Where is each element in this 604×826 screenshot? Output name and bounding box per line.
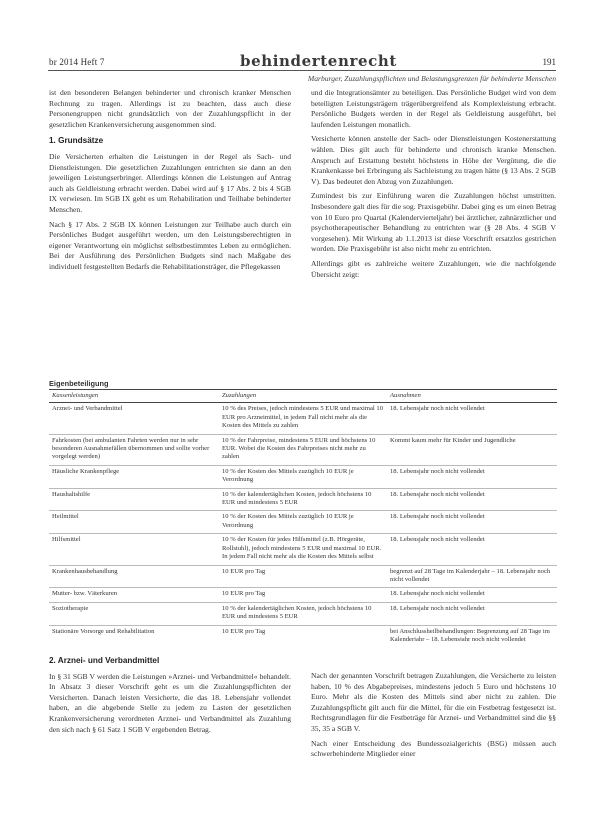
copayment-cell: 10 % der Kosten für jedes Hilfsmittel (z.B. Hörgeräte, Rollstuhl), jedoch mindestens 5 EUR und maximal 10 EUR. In jedem Fall nicht mehr als die Kosten des Mittels selbst <box>219 534 387 565</box>
section1-right-paragraph-3: Allerdings gibt es zahlreiche weitere Zuzahlungen, wie die nachfolgende Übersicht zeigt: <box>311 258 556 279</box>
left-column-top <box>49 88 291 366</box>
table-header-row <box>49 390 557 403</box>
copayment-cell: 10 EUR pro Tag <box>219 588 387 602</box>
section2-right-paragraph-1: Nach der genannten Vorschrift betragen Zuzahlungen, die Versicherte zu leisten haben, 10 % des Abgabepreises, mindestens jedoch 5 Euro und höchstens 10 Euro. Mehr als die Kosten des Mittels sind aber nicht zu zahlen. Die Zuzahlungspflicht gilt auch für die Mittel, für die ein Festbetrag festgesetzt ist. Rechtsgrundlagen für die Festbeträge für Arznei- und Verbandmittel sind die §§ 35, 35 a SGB V. <box>311 671 556 733</box>
table-row <box>49 465 557 488</box>
benefit-cell: Hilfsmittel <box>49 534 219 565</box>
table-row <box>49 403 557 434</box>
benefit-cell: Stationäre Vorsorge und Rehabilitation <box>49 625 219 641</box>
co-payment-table <box>49 389 557 641</box>
section1-paragraph-1: Die Versicherten erhalten die Leistungen in der Regel als Sach- und Dienstleistungen. Die gesetzlichen Zuzahlungen entrichten sie dann an den jeweiligen Leistungserbringer. Allerdings können die Leistungen auf Antrag auch als Geldleistung erbracht werden. Dabei wird auf § 17 Abs. 2 bis 4 SGB IX verwiesen. Im SGB IX geht es um Rehabilitation und Teilhabe behinderter Menschen. <box>49 151 291 214</box>
copayment-cell: 10 % der kalendertäglichen Kosten, jedoch höchstens 10 EUR und mindestens 5 EUR <box>219 488 387 511</box>
table-row <box>49 625 557 641</box>
intro-paragraph-right: und die Integrationsämter zu beteiligen. Das Persönliche Budget wird von dem beteiligten Leistungsträgern trägerübergreifend als Komplexleistung erbracht. Persönliche Budgets werden in der Regel als Geldleistung ausgeführt, bei laufenden Leistungen monatlich. <box>311 88 556 129</box>
copayment-cell: 10 % der Kosten des Mittels zuzüglich 10 EUR je Verordnung <box>219 465 387 488</box>
table-caption: Eigenbeteiligung <box>49 379 109 388</box>
table-row <box>49 588 557 602</box>
section-heading-2: 2. Arznei- und Verbandmittel <box>49 656 160 665</box>
exception-cell: 18. Lebensjahr noch nicht vollendet <box>387 465 557 488</box>
header-rule <box>48 70 556 71</box>
exception-cell: 18. Lebensjahr noch nicht vollendet <box>387 511 557 534</box>
table-header-cell: Zuzahlungen <box>219 390 387 403</box>
left-column-bottom <box>49 650 291 800</box>
table-row <box>49 534 557 565</box>
section-heading-1: 1. Grundsätze <box>49 136 104 146</box>
table-header-cell: Ausnahmen <box>387 390 557 403</box>
issue-label: br 2014 Heft 7 <box>49 57 105 67</box>
exception-cell: 18. Lebensjahr noch nicht vollendet <box>387 403 557 434</box>
copayment-cell: 10 % der kalendertäglichen Kosten, jedoch höchstens 10 EUR und mindestens 5 EUR <box>219 602 387 625</box>
exception-cell: begrenzt auf 28 Tage im Kalenderjahr – 18. Lebensjahr noch nicht vollendet <box>387 565 557 588</box>
section1-right-paragraph-2: Zumindest bis zur Einführung waren die Zuzahlungen höchst umstritten. Insbesondere galt dies für die sog. Praxisgebühr. Dabei ging es um einen Betrag von 10 Euro pro Quartal (Kalendervierteljahr) bei ärztlicher, zahnärztlicher und psychotherapeutischer Behandlung zu entrichten war (§ 28 Abs. 4 SGB V vorgesehen). Mit Wirkung ab 1.1.2013 ist diese Vorschrift ersatzlos gestrichen worden. Die Praxisgebühr ist also nicht mehr zu entrichten. <box>311 191 556 254</box>
journal-title: behindertenrecht <box>240 52 397 70</box>
right-column-bottom <box>311 671 556 801</box>
benefit-cell: Heilmittel <box>49 511 219 534</box>
benefit-cell: Häusliche Krankenpflege <box>49 465 219 488</box>
intro-paragraph-left: ist den besonderen Belangen behinderter und chronisch kranker Menschen Rechnung zu tragen. Allerdings ist zu beachten, dass auch diese Personengruppen nicht grundsätzlich von der Zuzahlungspflicht in der gesetzlichen Krankenversicherung ausgenommen sind. <box>49 88 291 129</box>
benefit-cell: Krankenhausbehandlung <box>49 565 219 588</box>
table-row <box>49 511 557 534</box>
table-row <box>49 488 557 511</box>
exception-cell: bei Anschlussheilbehandlungen: Begrenzung auf 28 Tage im Kalenderjahr – 18. Lebensjahr noch nicht vollendet <box>387 625 557 641</box>
section2-right-paragraph-2: Nach einer Entscheidung des Bundessozialgerichts (BSG) müssen auch schwerbehinderte Mitglieder einer <box>311 738 556 759</box>
copayment-cell: 10 EUR pro Tag <box>219 565 387 588</box>
benefit-cell: Arznei- und Verbandmittel <box>49 403 219 434</box>
page-number: 191 <box>542 57 556 67</box>
exception-cell: 18. Lebensjahr noch nicht vollendet <box>387 588 557 602</box>
table-row <box>49 602 557 625</box>
copayment-cell: 10 % der Fahrpreise, mindestens 5 EUR und höchstens 10 EUR. Wobei die Kosten des Fahrpreises nicht mehr zu zahlen <box>219 434 387 465</box>
section1-paragraph-2: Nach § 17 Abs. 2 SGB IX können Leistungen zur Teilhabe auch durch ein Persönliches Budget ausgeführt werden, um den Leistungsberechtigten in eigener Verantwortung ein möglichst selbstbestimmtes Leben zu ermöglichen. Bei der Ausführung des Persönlichen Budgets sind nach Maßgabe des individuell festgestellten Bedarfs die Rehabilitationsträger, die Pflegekassen <box>49 219 291 271</box>
exception-cell: Kommt kaum mehr für Kinder und Jugendliche <box>387 434 557 465</box>
benefit-cell: Mutter- bzw. Väterkuren <box>49 588 219 602</box>
benefit-cell: Soziotherapie <box>49 602 219 625</box>
copayment-cell: 10 % des Preises, jedoch mindestens 5 EUR und maximal 10 EUR pro Arzneimittel, in jedem Fall nicht mehr als die Kosten des Mittels zu zahlen <box>219 403 387 434</box>
section1-right-paragraph-1: Versicherte können anstelle der Sach- oder Dienstleistungen Kostenerstattung wählen. Dies gilt auch für behinderte und chronisch kranke Menschen. Anspruch auf Erstattung besteht höchstens in Höhe der Vergütung, die die Krankenkasse bei Erbringung als Sachleistung zu tragen hätte (§ 13 Abs. 2 SGB V). Das bedeutet den Abzug von Zuzahlungen. <box>311 134 556 186</box>
table-row <box>49 565 557 588</box>
exception-cell: 18. Lebensjahr noch nicht vollendet <box>387 488 557 511</box>
running-title: Marburger, Zuzahlungspflichten und Belastungsgrenzen für behinderte Menschen <box>307 74 556 83</box>
copayment-cell: 10 % der Kosten des Mittels zuzüglich 10 EUR je Verordnung <box>219 511 387 534</box>
right-column-top <box>311 88 556 366</box>
table-header-cell: Kassenleistungen <box>49 390 219 403</box>
benefit-cell: Fahrkosten (bei ambulanten Fahrten werden nur in sehr besonderen Ausnahmefällen übernommen und sollte vorher vorgelegt werden) <box>49 434 219 465</box>
section2-paragraph-left: In § 31 SGB V werden die Leistungen »Arznei- und Verbandmittel« behandelt. In Absatz 3 dieser Vorschrift geht es um die Zuzahlungspflichten der Versicherten. Danach leisten Versicherte, die das 18. Lebensjahr vollendet haben, an die abgebende Stelle zu jedem zu Lasten der gesetzlichen Krankenversicherung verordneten Arznei- und Verbandmittel als Zuzahlung den sich nach § 61 Satz 1 SGB V ergebenden Betrag. <box>49 671 291 734</box>
exception-cell: 18. Lebensjahr noch nicht vollendet <box>387 534 557 565</box>
table-row <box>49 434 557 465</box>
benefit-cell: Haushaltshilfe <box>49 488 219 511</box>
exception-cell: 18. Lebensjahr noch nicht vollendet <box>387 602 557 625</box>
copayment-cell: 10 EUR pro Tag <box>219 625 387 641</box>
